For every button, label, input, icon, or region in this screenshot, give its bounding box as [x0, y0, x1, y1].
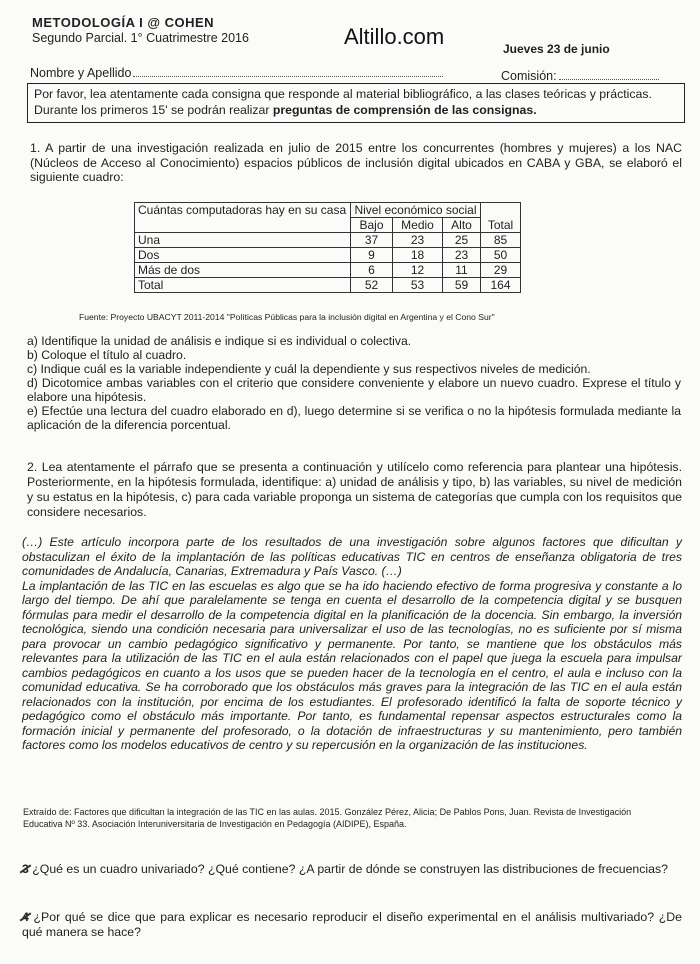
list-item: e) Efectúe una lectura del cuadro elaborado en d), luego determine si se verifica o no la hipótesis formulada mediante la aplicación de la diferencia porcentual. [27, 404, 681, 432]
table-cell: 85 [481, 233, 521, 248]
quote-reference: Extraído de: Factores que dificultan la integración de las TIC en las aulas. 2015. González Pérez, Alicia; De Pablos Pons, Juan. Revista de Investigación Educativa Nº 33. Asociación Interuniversitaria de Investigación en Pedagogía (AIDIPE), España. [23, 807, 632, 829]
list-item: a) Identifique la unidad de análisis e indique si es individual o colectiva. [27, 334, 412, 348]
table-cell: 18 [393, 248, 443, 263]
table-row [135, 263, 521, 278]
quoted-passage [22, 535, 682, 753]
list-item: c) Indique cuál es la variable independiente y cuál la dependiente y sus respectivos niveles de medición. [27, 362, 591, 376]
exam-date: Jueves 23 de junio [503, 42, 610, 56]
question-1-items [27, 334, 681, 432]
table-cell: 9 [351, 248, 393, 263]
name-field [30, 66, 443, 80]
question-4 [22, 910, 682, 940]
quote-intro: (…) Este artículo incorpora parte de los resultados de una investigación sobre algunos factores que dificultan y obstaculizan el éxito de la implantación de las políticas educativas TIC en centros de enseñanza obligatoria de tres comunidades de Andalucía, Canarias, Extremadura y País Vasco. (…) [22, 535, 682, 578]
table-cell: 25 [443, 233, 481, 248]
frequency-table [134, 202, 521, 293]
table-row [135, 248, 521, 263]
table-group-header: Nivel económico social [351, 203, 481, 218]
table-cell: 12 [393, 263, 443, 278]
name-label: Nombre y Apellido [30, 66, 132, 80]
question-4-text: ¿Por qué se dice que para explicar es necesario reproducir el diseño experimental en el análisis multivariado? ¿De qué manera se hace? [22, 910, 682, 939]
table-col-header: Bajo [351, 218, 393, 233]
table-col-header: Total [481, 203, 521, 233]
table-source: Fuente: Proyecto UBACYT 2011-2014 "Políticas Públicas para la inclusión digital en Argentina y el Cono Sur" [79, 312, 495, 322]
table-cell: 52 [351, 278, 393, 293]
table-row [135, 278, 521, 293]
table-col-header: Medio [393, 218, 443, 233]
table-cell: 6 [351, 263, 393, 278]
table-cell: 59 [443, 278, 481, 293]
question-3-text: ¿Qué es un cuadro univariado? ¿Qué contiene? ¿A partir de dónde se construyen las distribuciones de frecuencias? [32, 862, 668, 876]
row-label: Una [135, 233, 351, 248]
row-label: Dos [135, 248, 351, 263]
table-cell: 23 [393, 233, 443, 248]
question-3 [22, 862, 682, 877]
quote-body: La implantación de las TIC en las escuelas es algo que se ha ido haciendo efectivo de forma progresiva y constante a lo largo del tiempo. De ahí que paralelamente se tenga en cuenta el desarrollo de la competencia digital y se busquen fórmulas para medir el desarrollo de la competencia digital en la planificación de la docencia. Sin embargo, la inversión tecnológica, siendo una condición necesaria para universalizar el uso de las tecnologías, no es suficiente por sí misma para provocar un cambio pedagógico significativo y permanente. Por tanto, se mantiene que los obstáculos más relevantes para la utilización de las TIC en el aula están relacionados con el papel que juega la escuela para impulsar cambios pedagógicos en cuanto a los usos que se pueden hacer de la tecnología en el centro, el aula e incluso con la comunidad educativa. Se ha corroborado que los obstáculos más graves para la integración de las TIC en el aula están relacionados con la institución, por encima de los estudiantes. El profesorado identificó la falta de soporte técnico y pedagógico como el obstáculo más importante. Por tanto, es fundamental repensar aspectos estructurales como la formación inicial y permanente del profesorado, o la dotación de infraestructuras y su mantenimiento, pero también factores como los modelos educativos de centro y su repercusión en la organización de las instituciones. [22, 578, 682, 752]
question-1-text: 1. A partir de una investigación realizada en julio de 2015 entre los concurrentes (hombres y mujeres) a los NAC (Núcleos de Acceso al Conocimiento) espacios públicos de inclusión digital ubicados en CABA y GBA, se elaboró el siguiente cuadro: [30, 141, 682, 184]
comision-blank [559, 70, 659, 80]
name-blank [133, 67, 443, 77]
instructions-bold: preguntas de comprensión de las consignas. [272, 103, 537, 117]
instructions-box [27, 83, 685, 123]
list-item: d) Dicotomice ambas variables con el criterio que considere conveniente y elabore un nuevo cuadro. Exprese el título y elabore una hipótesis. [27, 376, 681, 404]
table-col-header: Alto [443, 218, 481, 233]
table-cell: 164 [481, 278, 521, 293]
question-3-number: 3 [22, 862, 29, 876]
instructions-text: Por favor, lea atentamente cada consigna que responde al material bibliográfico, a las clases teóricas y prácticas. Durante los primeros 15' se podrán realizar [34, 87, 652, 117]
table-cell: 11 [443, 263, 481, 278]
table-row [135, 233, 521, 248]
table-cell: 53 [393, 278, 443, 293]
course-title: METODOLOGÍA I @ COHEN [32, 15, 215, 30]
comision-field [501, 69, 659, 83]
row-label: Más de dos [135, 263, 351, 278]
table-cell: 29 [481, 263, 521, 278]
question-2-text: 2. Lea atentamente el párrafo que se presenta a continuación y utilícelo como referencia para plantear una hipótesis. Posteriormente, en la hipótesis formulada, identifique: a) unidad de análisis y tipo, b) las variables, su nivel de medición y su estatus en la hipótesis, c) para cada variable proponga un sistema de categorías que cumpla con los requisitos que considere necesarios. [27, 460, 682, 519]
brand-watermark: Altillo.com [344, 24, 445, 49]
list-item: b) Coloque el título al cuadro. [27, 348, 187, 362]
exam-subtitle: Segundo Parcial. 1° Cuatrimestre 2016 [32, 31, 249, 45]
row-label: Total [135, 278, 351, 293]
question-4-number: 4 [22, 910, 29, 924]
table-cell: 37 [351, 233, 393, 248]
table-cell: 23 [443, 248, 481, 263]
table-cell: 50 [481, 248, 521, 263]
comision-label: Comisión: [501, 69, 557, 83]
table-corner-label: Cuántas computadoras hay en su casa [135, 203, 351, 233]
